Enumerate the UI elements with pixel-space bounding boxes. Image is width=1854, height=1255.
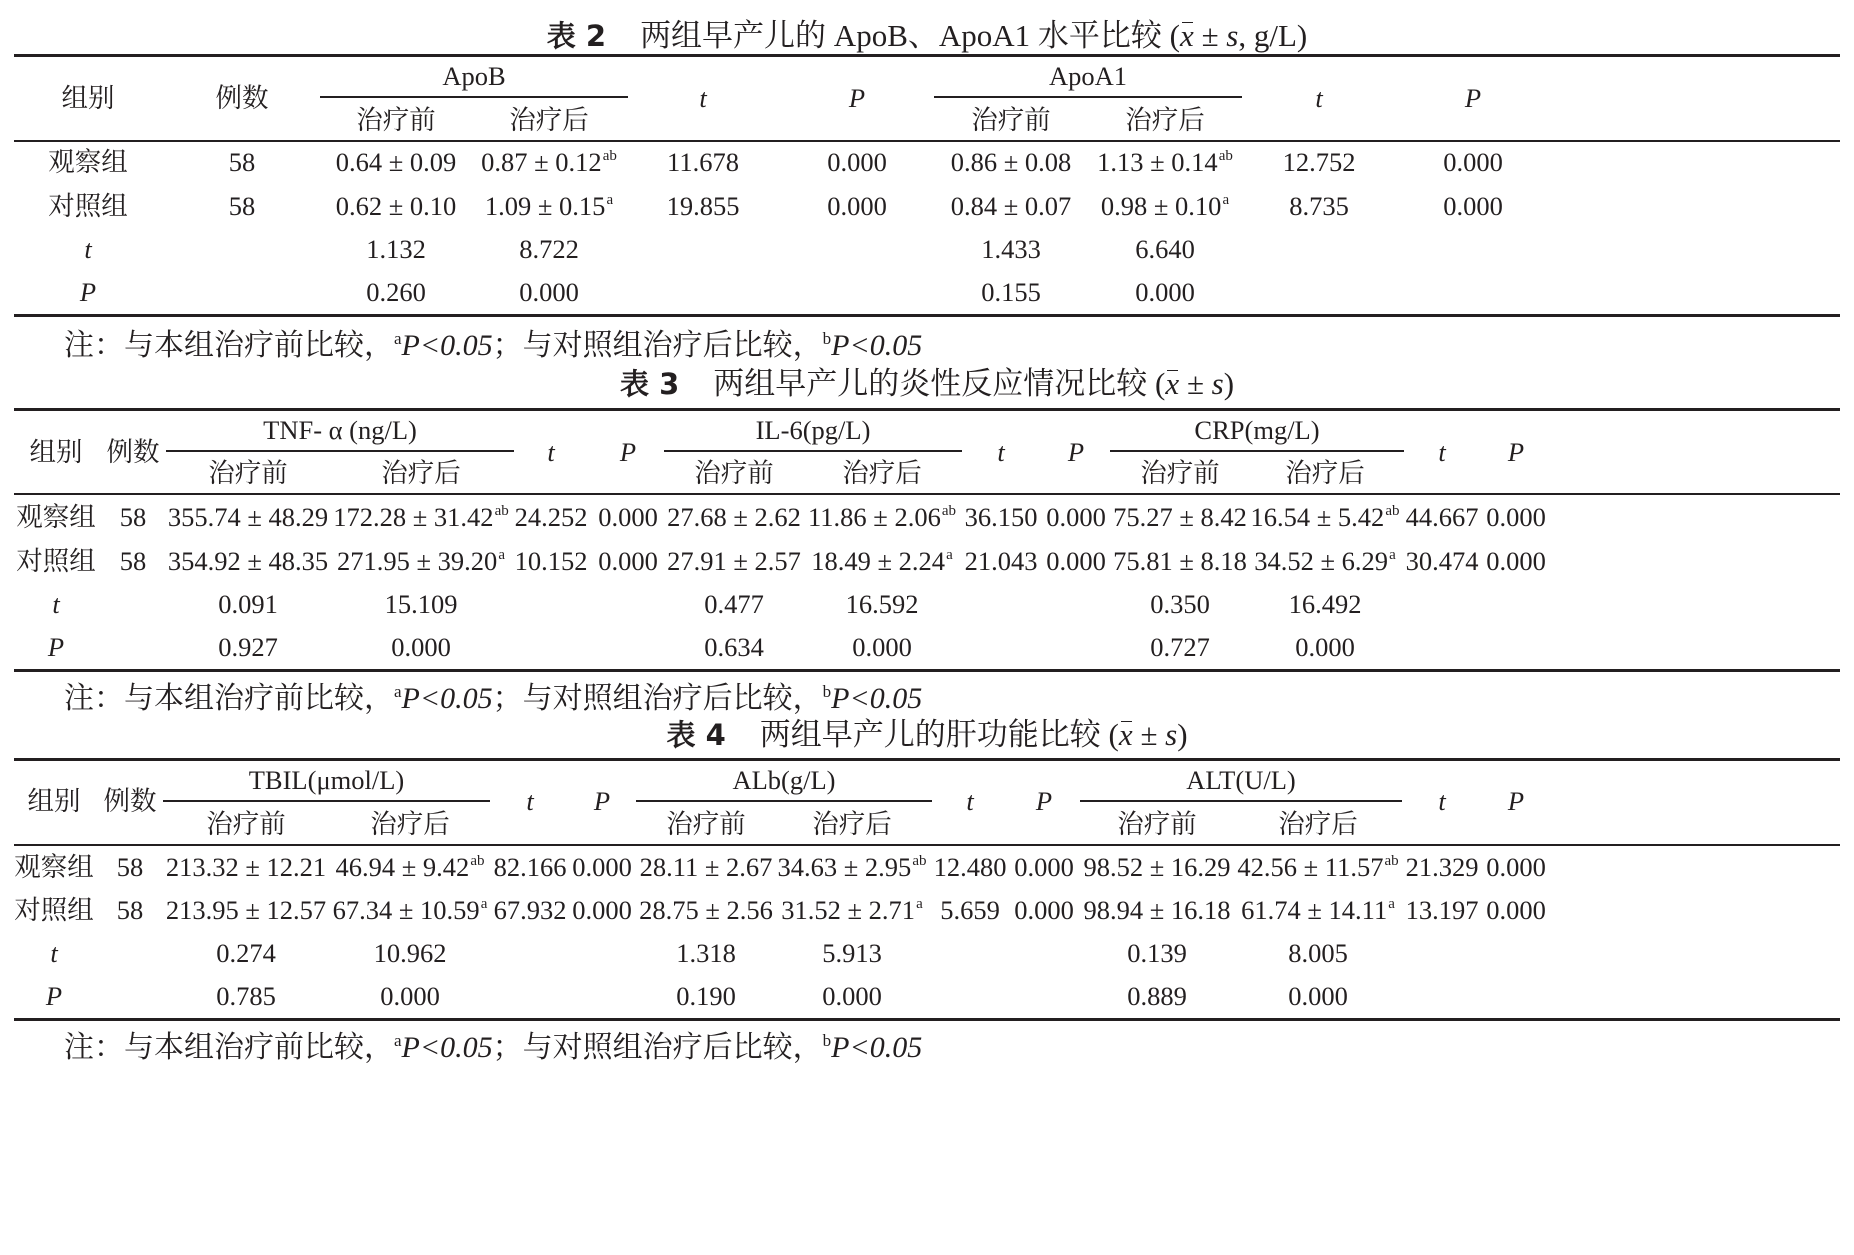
header-measure: TNF- α (ng/L) xyxy=(263,415,417,445)
header-post: 治疗后 xyxy=(1285,458,1365,488)
between-p-post: 0.000 xyxy=(1135,277,1195,307)
table-title xyxy=(0,365,1854,403)
mean-symbol: x xyxy=(1118,717,1133,752)
cell-post xyxy=(485,190,613,222)
cell-t: 30.474 xyxy=(1405,546,1479,576)
between-p-post: 0.000 xyxy=(391,632,451,662)
cell-post xyxy=(336,851,485,883)
table-title xyxy=(0,17,1854,55)
significance-superscript: a xyxy=(1389,546,1396,563)
between-p-post: 0.000 xyxy=(380,981,440,1011)
cell-post xyxy=(1101,190,1229,222)
note-middle: ；与对照组治疗后比较， xyxy=(492,329,823,362)
header-p: P xyxy=(1507,786,1525,816)
cell-pre xyxy=(168,545,328,577)
cell-pre xyxy=(640,851,773,883)
cell-post xyxy=(811,545,952,577)
header-measure: ALT(U/L) xyxy=(1186,765,1296,795)
cell-pre xyxy=(166,894,326,926)
cell-value: 172.28 ± 31.42 xyxy=(333,502,494,532)
note-p-a: P<0.05 xyxy=(401,329,493,362)
significance-superscript: a xyxy=(498,546,505,563)
between-p-pre: 0.155 xyxy=(981,277,1041,307)
cell-pre xyxy=(166,851,326,883)
table-header-rule xyxy=(14,140,1840,142)
cell-t: 21.329 xyxy=(1405,852,1479,882)
header-group: 组别 xyxy=(29,437,83,467)
table-header-rule xyxy=(14,493,1840,495)
header-post: 治疗后 xyxy=(381,458,461,488)
significance-superscript: a xyxy=(480,895,488,912)
measure-underline xyxy=(636,800,932,802)
cell-t: 24.252 xyxy=(514,502,588,532)
between-t-pre: 1.433 xyxy=(981,234,1041,264)
note-sup-a: a xyxy=(394,329,402,348)
row-group-label: 对照组 xyxy=(48,191,128,221)
row-p-label: P xyxy=(79,277,97,307)
cell-value: 0.87 ± 0.12 xyxy=(481,147,602,177)
measure-underline xyxy=(320,96,628,98)
cell-post xyxy=(1237,851,1398,883)
note-sup-a: a xyxy=(394,682,402,701)
significance-superscript: ab xyxy=(941,502,956,519)
measure-underline xyxy=(166,450,514,452)
table-top-rule xyxy=(14,758,1840,761)
cell-t: 19.855 xyxy=(666,191,740,221)
significance-superscript: ab xyxy=(494,502,509,519)
header-t: t xyxy=(997,437,1005,467)
significance-superscript: a xyxy=(946,546,953,563)
cell-post xyxy=(333,501,508,533)
header-pre: 治疗前 xyxy=(694,458,774,488)
between-t-post: 8.005 xyxy=(1288,938,1348,968)
measure-underline xyxy=(1110,450,1404,452)
cell-value: 16.54 ± 5.42 xyxy=(1250,502,1385,532)
measure-underline xyxy=(163,800,490,802)
cell-pre xyxy=(667,501,801,533)
table-number: 表 3 xyxy=(619,367,680,401)
header-post: 治疗后 xyxy=(1125,105,1205,135)
header-measure: IL-6(pg/L) xyxy=(755,415,871,445)
between-p-post: 0.000 xyxy=(852,632,912,662)
cell-pre xyxy=(951,146,1072,178)
note-p-a: P<0.05 xyxy=(401,1031,493,1064)
header-post: 治疗后 xyxy=(812,809,892,839)
cell-value: 213.32 ± 12.21 xyxy=(165,852,327,882)
row-count: 58 xyxy=(228,191,256,221)
cell-value: 354.92 ± 48.35 xyxy=(167,546,329,576)
cell-p: 0.000 xyxy=(827,147,887,177)
row-group-label: 观察组 xyxy=(16,502,96,532)
cell-post xyxy=(808,501,956,533)
cell-t: 12.480 xyxy=(933,852,1007,882)
cell-value: 11.86 ± 2.06 xyxy=(808,502,941,532)
cell-post xyxy=(1251,501,1400,533)
cell-p: 0.000 xyxy=(1014,852,1074,882)
table-bottom-rule xyxy=(14,1018,1840,1021)
header-p: P xyxy=(593,786,611,816)
header-pre: 治疗前 xyxy=(971,105,1051,135)
header-pre: 治疗前 xyxy=(208,458,288,488)
between-p-post: 0.000 xyxy=(1288,981,1348,1011)
cell-t: 11.678 xyxy=(667,147,739,177)
cell-value: 213.95 ± 12.57 xyxy=(165,895,327,925)
between-p-post: 0.000 xyxy=(519,277,579,307)
table-caption: 两组早产儿的炎性反应情况比较 ( xyxy=(713,366,1166,401)
between-t-pre: 0.274 xyxy=(216,938,276,968)
row-t-label: t xyxy=(52,589,60,619)
significance-superscript: ab xyxy=(1384,852,1399,869)
table-title xyxy=(0,716,1854,754)
header-p: P xyxy=(1067,437,1085,467)
between-p-post: 0.000 xyxy=(822,981,882,1011)
cell-p: 0.000 xyxy=(1046,546,1106,576)
between-t-post: 5.913 xyxy=(822,938,882,968)
between-t-pre: 1.132 xyxy=(366,234,426,264)
table-bottom-rule xyxy=(14,669,1840,672)
table-number: 表 4 xyxy=(666,718,726,752)
cell-t: 12.752 xyxy=(1282,147,1356,177)
cell-post xyxy=(333,894,488,926)
note-sup-b: b xyxy=(822,682,832,701)
cell-value: 46.94 ± 9.42 xyxy=(335,852,470,882)
cell-value: 42.56 ± 11.57 xyxy=(1237,852,1384,882)
note-p-b: P<0.05 xyxy=(831,1031,923,1064)
table-footnote xyxy=(64,321,922,364)
row-count: 58 xyxy=(119,502,147,532)
cell-value: 75.81 ± 8.18 xyxy=(1113,546,1247,576)
header-post: 治疗后 xyxy=(1278,809,1358,839)
cell-pre xyxy=(951,190,1072,222)
header-post: 治疗后 xyxy=(370,809,450,839)
header-measure: ApoB xyxy=(442,61,506,91)
header-p: P xyxy=(619,437,637,467)
between-p-pre: 0.927 xyxy=(218,632,278,662)
significance-superscript: a xyxy=(606,191,614,208)
table-top-rule xyxy=(14,408,1840,411)
cell-pre xyxy=(1113,501,1247,533)
header-p: P xyxy=(1507,437,1525,467)
cell-pre xyxy=(336,190,457,222)
between-p-post: 0.000 xyxy=(1295,632,1355,662)
header-post: 治疗后 xyxy=(842,458,922,488)
cell-t: 10.152 xyxy=(514,546,588,576)
table-bottom-rule xyxy=(14,314,1840,317)
row-t-label: t xyxy=(84,234,92,264)
note-middle: ；与对照组治疗后比较， xyxy=(492,1031,823,1064)
cell-p: 0.000 xyxy=(1443,191,1503,221)
between-p-pre: 0.260 xyxy=(366,277,426,307)
significance-superscript: ab xyxy=(602,147,617,164)
header-measure: ALb(g/L) xyxy=(732,765,836,795)
cell-value: 1.09 ± 0.15 xyxy=(484,191,606,221)
table-footnote xyxy=(64,1023,922,1066)
cell-value: 1.13 ± 0.14 xyxy=(1097,147,1218,177)
note-sup-b: b xyxy=(822,1031,832,1050)
header-p: P xyxy=(1035,786,1053,816)
cell-value: 0.84 ± 0.07 xyxy=(950,191,1072,221)
between-t-post: 6.640 xyxy=(1135,234,1195,264)
cell-value: 271.95 ± 39.20 xyxy=(337,546,498,576)
cell-value: 34.63 ± 2.95 xyxy=(777,852,912,882)
cell-value: 28.75 ± 2.56 xyxy=(639,895,773,925)
significance-superscript: ab xyxy=(470,852,485,869)
header-p: P xyxy=(1464,83,1482,113)
row-group-label: 观察组 xyxy=(14,852,94,882)
cell-t: 21.043 xyxy=(964,546,1038,576)
between-t-post: 8.722 xyxy=(519,234,579,264)
header-measure: TBIL(μmol/L) xyxy=(248,765,405,795)
row-count: 58 xyxy=(119,546,147,576)
between-t-post: 16.492 xyxy=(1288,589,1362,619)
cell-pre xyxy=(1083,851,1230,883)
header-group: 组别 xyxy=(27,786,81,816)
cell-post xyxy=(1097,146,1233,178)
note-sup-b: b xyxy=(822,329,832,348)
note-prefix: 注：与本组治疗前比较， xyxy=(64,682,394,715)
between-p-pre: 0.785 xyxy=(216,981,276,1011)
between-p-pre: 0.727 xyxy=(1150,632,1210,662)
sd-symbol: ± s xyxy=(1132,717,1178,752)
cell-value: 0.86 ± 0.08 xyxy=(950,147,1072,177)
cell-value: 27.91 ± 2.57 xyxy=(667,546,801,576)
cell-value: 355.74 ± 48.29 xyxy=(167,502,329,532)
units-suffix: ) xyxy=(1223,366,1235,401)
header-pre: 治疗前 xyxy=(1140,458,1220,488)
cell-t: 44.667 xyxy=(1405,502,1479,532)
cell-p: 0.000 xyxy=(598,502,658,532)
sd-symbol: ± s xyxy=(1193,18,1239,53)
header-group: 组别 xyxy=(61,83,115,113)
cell-value: 98.52 ± 16.29 xyxy=(1083,852,1231,882)
cell-value: 98.94 ± 16.18 xyxy=(1083,895,1231,925)
cell-pre xyxy=(1083,894,1230,926)
note-sup-a: a xyxy=(394,1031,402,1050)
cell-value: 31.52 ± 2.71 xyxy=(781,895,916,925)
header-pre: 治疗前 xyxy=(666,809,746,839)
row-group-label: 观察组 xyxy=(48,147,128,177)
header-count: 例数 xyxy=(103,786,157,816)
cell-value: 18.49 ± 2.24 xyxy=(811,546,946,576)
header-t: t xyxy=(547,437,555,467)
sd-symbol: ± s xyxy=(1179,366,1224,401)
cell-t: 36.150 xyxy=(964,502,1038,532)
header-p: P xyxy=(848,83,866,113)
header-pre: 治疗前 xyxy=(1117,809,1197,839)
header-count: 例数 xyxy=(106,437,160,467)
cell-value: 28.11 ± 2.67 xyxy=(639,852,773,882)
mean-symbol: x xyxy=(1179,18,1194,53)
cell-p: 0.000 xyxy=(1486,852,1546,882)
measure-underline xyxy=(1080,800,1402,802)
row-group-label: 对照组 xyxy=(14,895,94,925)
cell-value: 0.98 ± 0.10 xyxy=(1100,191,1222,221)
cell-pre xyxy=(639,894,773,926)
table-header-rule xyxy=(14,844,1840,846)
mean-symbol: x xyxy=(1165,366,1180,401)
cell-p: 0.000 xyxy=(1486,895,1546,925)
header-pre: 治疗前 xyxy=(206,809,286,839)
measure-underline xyxy=(664,450,962,452)
cell-p: 0.000 xyxy=(1443,147,1503,177)
cell-value: 0.62 ± 0.10 xyxy=(335,191,457,221)
units-suffix: ) xyxy=(1177,717,1188,752)
header-t: t xyxy=(966,786,974,816)
note-p-a: P<0.05 xyxy=(401,682,493,715)
row-p-label: P xyxy=(47,632,65,662)
cell-pre xyxy=(336,146,457,178)
row-p-label: P xyxy=(45,981,63,1011)
cell-t: 13.197 xyxy=(1405,895,1479,925)
cell-p: 0.000 xyxy=(598,546,658,576)
cell-pre xyxy=(168,501,328,533)
table-caption: 两组早产儿的 ApoB、ApoA1 水平比较 ( xyxy=(640,18,1180,53)
between-t-pre: 0.139 xyxy=(1127,938,1187,968)
cell-p: 0.000 xyxy=(572,895,632,925)
between-t-post: 10.962 xyxy=(373,938,447,968)
cell-pre xyxy=(667,545,801,577)
between-p-pre: 0.634 xyxy=(704,632,764,662)
cell-p: 0.000 xyxy=(827,191,887,221)
row-count: 58 xyxy=(116,895,144,925)
row-t-label: t xyxy=(50,938,58,968)
header-t: t xyxy=(1438,786,1446,816)
cell-value: 67.34 ± 10.59 xyxy=(332,895,480,925)
significance-superscript: a xyxy=(1222,191,1230,208)
cell-p: 0.000 xyxy=(1486,502,1546,532)
between-p-pre: 0.889 xyxy=(1127,981,1187,1011)
cell-post xyxy=(778,851,927,883)
header-t: t xyxy=(526,786,534,816)
note-middle: ；与对照组治疗后比较， xyxy=(492,682,823,715)
header-t: t xyxy=(699,83,707,113)
note-prefix: 注：与本组治疗前比较， xyxy=(64,1031,394,1064)
significance-superscript: ab xyxy=(1385,502,1400,519)
cell-value: 34.52 ± 6.29 xyxy=(1254,546,1389,576)
row-group-label: 对照组 xyxy=(16,546,96,576)
row-count: 58 xyxy=(116,852,144,882)
table-footnote xyxy=(64,674,922,717)
cell-post xyxy=(1241,894,1395,926)
cell-post xyxy=(1254,545,1395,577)
between-t-pre: 0.477 xyxy=(704,589,764,619)
significance-superscript: ab xyxy=(1218,147,1233,164)
between-t-pre: 0.091 xyxy=(218,589,278,619)
header-count: 例数 xyxy=(215,83,269,113)
between-t-pre: 0.350 xyxy=(1150,589,1210,619)
table-number: 表 2 xyxy=(546,19,607,53)
cell-value: 27.68 ± 2.62 xyxy=(667,502,801,532)
header-measure: CRP(mg/L) xyxy=(1194,415,1320,445)
table-top-rule xyxy=(14,54,1840,57)
header-t: t xyxy=(1438,437,1446,467)
significance-superscript: ab xyxy=(912,852,927,869)
between-t-post: 16.592 xyxy=(845,589,919,619)
cell-p: 0.000 xyxy=(1486,546,1546,576)
cell-p: 0.000 xyxy=(572,852,632,882)
header-measure: ApoA1 xyxy=(1048,61,1128,91)
cell-value: 75.27 ± 8.42 xyxy=(1113,502,1247,532)
cell-t: 5.659 xyxy=(940,895,1000,925)
header-pre: 治疗前 xyxy=(356,105,436,135)
units-suffix: , g/L) xyxy=(1238,18,1308,53)
measure-underline xyxy=(934,96,1242,98)
note-p-b: P<0.05 xyxy=(831,329,923,362)
significance-superscript: a xyxy=(916,895,923,912)
header-t: t xyxy=(1315,83,1323,113)
cell-value: 0.64 ± 0.09 xyxy=(335,147,457,177)
cell-t: 67.932 xyxy=(493,895,567,925)
cell-post xyxy=(337,545,505,577)
between-p-pre: 0.190 xyxy=(676,981,736,1011)
header-post: 治疗后 xyxy=(509,105,589,135)
cell-post xyxy=(781,894,922,926)
cell-p: 0.000 xyxy=(1046,502,1106,532)
row-count: 58 xyxy=(228,147,256,177)
note-prefix: 注：与本组治疗前比较， xyxy=(64,329,394,362)
between-t-pre: 1.318 xyxy=(676,938,736,968)
cell-t: 8.735 xyxy=(1289,191,1349,221)
cell-value: 61.74 ± 14.11 xyxy=(1241,895,1388,925)
cell-p: 0.000 xyxy=(1014,895,1074,925)
significance-superscript: a xyxy=(1388,895,1395,912)
note-p-b: P<0.05 xyxy=(831,682,923,715)
between-t-post: 15.109 xyxy=(384,589,458,619)
cell-pre xyxy=(1113,545,1247,577)
table-caption: 两组早产儿的肝功能比较 ( xyxy=(759,717,1119,752)
cell-post xyxy=(481,146,617,178)
cell-t: 82.166 xyxy=(493,852,567,882)
